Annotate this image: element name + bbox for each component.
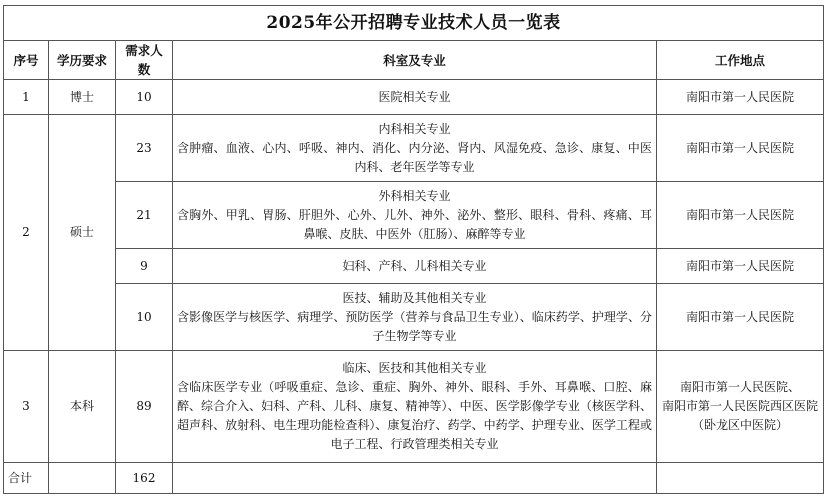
location-line: 南阳市第一人民医院 xyxy=(686,207,795,222)
row-dept xyxy=(173,284,657,351)
dept-title: 内科相关专业 xyxy=(378,121,451,136)
header-count: 需求人数 xyxy=(116,41,173,80)
row-location xyxy=(657,182,824,249)
row-location xyxy=(657,80,824,115)
location-line: 南阳市第一人民医院 xyxy=(686,258,795,273)
row-index: 1 xyxy=(4,80,49,115)
location-line: 南阳市第一人民医院 xyxy=(686,309,795,324)
row-education: 博士 xyxy=(49,80,116,115)
total-label: 合计 xyxy=(4,463,49,494)
row-dept xyxy=(173,182,657,249)
row-count: 10 xyxy=(116,80,173,115)
dept-title: 外科相关专业 xyxy=(378,188,451,203)
location-line: 南阳市第一人民医院、 xyxy=(680,380,801,394)
header-row xyxy=(4,41,824,80)
row-dept xyxy=(173,80,657,115)
row-dept xyxy=(173,115,657,182)
dept-title: 妇科、产科、儿科相关专业 xyxy=(342,258,487,273)
header-index: 序号 xyxy=(4,41,49,80)
table-row xyxy=(4,80,824,115)
row-count: 89 xyxy=(116,351,173,463)
dept-title: 临床、医技和其他相关专业 xyxy=(342,361,487,375)
total-empty-cell xyxy=(49,463,116,494)
total-empty-cell xyxy=(173,463,657,494)
row-index: 3 xyxy=(4,351,49,463)
location-line: 南阳市第一人民医院 xyxy=(686,140,795,155)
row-count: 10 xyxy=(116,284,173,351)
header-education: 学历要求 xyxy=(49,41,116,80)
dept-detail: 含影像医学与核医学、病理学、预防医学（营养与食品卫生专业）、临床药学、护理学、分子生物学等专业 xyxy=(177,309,652,343)
row-count: 21 xyxy=(116,182,173,249)
table-row xyxy=(4,182,824,249)
row-dept xyxy=(173,351,657,463)
location-line: 南阳市第一人民医院 xyxy=(686,89,795,104)
table-row xyxy=(4,115,824,182)
header-dept: 科室及专业 xyxy=(173,41,657,80)
table-row xyxy=(4,249,824,284)
row-index: 2 xyxy=(4,115,49,351)
location-line: （卧龙区中医院） xyxy=(692,418,789,432)
row-education: 硕士 xyxy=(49,115,116,351)
dept-detail: 含肿瘤、血液、心内、呼吸、神内、消化、内分泌、肾内、风湿免疫、急诊、康复、中医内科、老年医学等专业 xyxy=(177,140,652,174)
location-line: 南阳市第一人民医院西区医院 xyxy=(662,399,819,413)
total-empty-cell xyxy=(657,463,824,494)
row-count: 9 xyxy=(116,249,173,284)
row-education: 本科 xyxy=(49,351,116,463)
table-title: 2025年公开招聘专业技术人员一览表 xyxy=(4,6,824,41)
row-location xyxy=(657,284,824,351)
total-count: 162 xyxy=(116,463,173,494)
row-count: 23 xyxy=(116,115,173,182)
row-location xyxy=(657,249,824,284)
row-location xyxy=(657,115,824,182)
dept-title: 医技、辅助及其他相关专业 xyxy=(342,290,487,305)
dept-detail: 含临床医学专业（呼吸重症、急诊、重症、胸外、神外、眼科、手外、耳鼻喉、口腔、麻醉、综合介入、妇科、产科、儿科、康复、精神等）、中医、医学影像学专业（核医学科、超声科、放射科、电生理功能检查科）、康复治疗、药学、中药学、护理专业、医学工程或电子工程、行政管理类相关专业 xyxy=(177,380,652,451)
dept-detail: 含胸外、甲乳、胃肠、肝胆外、心外、儿外、神外、泌外、整形、眼科、骨科、疼痛、耳鼻喉、皮肤、中医外（肛肠）、麻醉等专业 xyxy=(177,207,652,241)
table-row xyxy=(4,351,824,463)
header-location: 工作地点 xyxy=(657,41,824,80)
recruitment-table xyxy=(3,5,824,494)
dept-title: 医院相关专业 xyxy=(378,89,451,104)
row-location xyxy=(657,351,824,463)
table-row xyxy=(4,284,824,351)
total-row xyxy=(4,463,824,494)
row-dept xyxy=(173,249,657,284)
